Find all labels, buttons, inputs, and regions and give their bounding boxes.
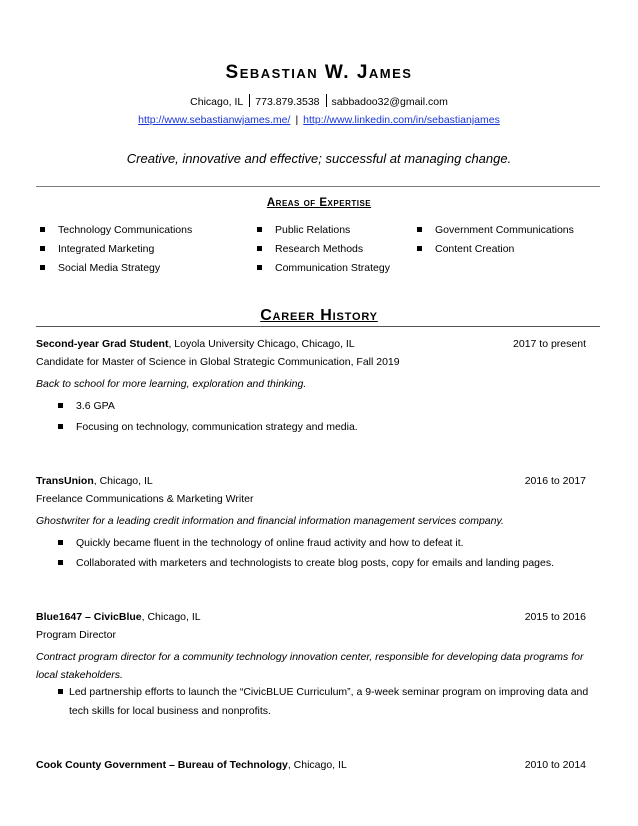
expertise-item: Research Methods bbox=[257, 240, 390, 259]
job-location: , Chicago, IL bbox=[287, 759, 347, 771]
job-bullet: Led partnership efforts to launch the “CivicBLUE Curriculum”, a 9-week seminar program on improving data and bbox=[58, 686, 588, 698]
expertise-item: Government Communications bbox=[417, 221, 574, 240]
job-description: Contract program director for a community technology innovation center, responsible for developing data programs for bbox=[36, 651, 584, 663]
link-separator: | bbox=[295, 114, 299, 126]
job-role: Freelance Communications & Marketing Writer bbox=[36, 493, 254, 505]
job-dates: 2016 to 2017 bbox=[524, 475, 586, 487]
career-divider bbox=[36, 326, 600, 327]
job-dates: 2017 to present bbox=[513, 338, 586, 350]
contact-city: Chicago, IL bbox=[190, 96, 244, 108]
job-description: Back to school for more learning, exploration and thinking. bbox=[36, 378, 307, 390]
links-line bbox=[0, 114, 638, 126]
bullet-square-icon bbox=[58, 540, 63, 545]
job-org-line bbox=[36, 611, 201, 623]
expertise-item: Integrated Marketing bbox=[40, 240, 192, 259]
bullet-square-icon bbox=[257, 265, 262, 270]
job-location: , Loyola University Chicago, Chicago, IL bbox=[168, 338, 355, 350]
header-divider bbox=[36, 186, 600, 187]
job-bullet: Collaborated with marketers and technologists to create blog posts, copy for emails and landing pages. bbox=[58, 557, 554, 569]
bullet-square-icon bbox=[40, 246, 45, 251]
divider bbox=[326, 94, 327, 107]
job-description: local stakeholders. bbox=[36, 669, 123, 681]
job-bullet: Quickly became fluent in the technology of online fraud activity and how to defeat it. bbox=[58, 537, 464, 549]
job-org: Cook County Government – Bureau of Technology bbox=[36, 759, 288, 771]
job-bullet-continuation: tech skills for local business and nonprofits. bbox=[69, 705, 271, 717]
contact-phone: 773.879.3538 bbox=[255, 96, 320, 108]
bullet-square-icon bbox=[417, 227, 422, 232]
job-org-line bbox=[36, 759, 347, 771]
bullet-square-icon bbox=[40, 227, 45, 232]
job-org: Blue1647 – CivicBlue bbox=[36, 611, 142, 623]
bullet-square-icon bbox=[58, 424, 63, 429]
bullet-square-icon bbox=[257, 246, 262, 251]
expertise-column-3 bbox=[417, 221, 574, 259]
job-org-line bbox=[36, 338, 355, 350]
bullet-square-icon bbox=[40, 265, 45, 270]
bullet-square-icon bbox=[417, 246, 422, 251]
contact-email: sabbadoo32@gmail.com bbox=[331, 96, 448, 108]
expertise-item: Content Creation bbox=[417, 240, 574, 259]
expertise-column-2 bbox=[257, 221, 390, 278]
linkedin-link[interactable]: http://www.linkedin.com/in/sebastianjames bbox=[303, 114, 500, 126]
job-role: Program Director bbox=[36, 629, 116, 641]
contact-line bbox=[0, 94, 638, 108]
expertise-heading: Areas of Expertise bbox=[266, 197, 372, 209]
bullet-square-icon bbox=[58, 560, 63, 565]
job-bullet: 3.6 GPA bbox=[58, 400, 115, 412]
bullet-square-icon bbox=[58, 403, 63, 408]
divider bbox=[249, 94, 250, 107]
job-description: Ghostwriter for a leading credit information and financial information management services company. bbox=[36, 515, 504, 527]
job-org: TransUnion bbox=[36, 475, 94, 487]
expertise-item: Communication Strategy bbox=[257, 259, 390, 278]
website-link[interactable]: http://www.sebastianwjames.me/ bbox=[138, 114, 291, 126]
job-location: , Chicago, IL bbox=[141, 611, 201, 623]
expertise-column-1 bbox=[40, 221, 192, 278]
tagline: Creative, innovative and effective; successful at managing change. bbox=[126, 151, 512, 166]
expertise-item: Public Relations bbox=[257, 221, 390, 240]
job-org-line bbox=[36, 475, 153, 487]
career-heading: Career History bbox=[260, 307, 378, 324]
candidate-name: Sebastian W. James bbox=[225, 62, 413, 83]
job-dates: 2015 to 2016 bbox=[524, 611, 586, 623]
job-dates: 2010 to 2014 bbox=[524, 759, 586, 771]
expertise-item: Social Media Strategy bbox=[40, 259, 192, 278]
job-org: Second-year Grad Student bbox=[36, 338, 169, 350]
job-role: Candidate for Master of Science in Global Strategic Communication, Fall 2019 bbox=[36, 356, 400, 368]
bullet-square-icon bbox=[58, 689, 63, 694]
job-bullet: Focusing on technology, communication strategy and media. bbox=[58, 421, 358, 433]
bullet-square-icon bbox=[257, 227, 262, 232]
expertise-item: Technology Communications bbox=[40, 221, 192, 240]
job-location: , Chicago, IL bbox=[93, 475, 153, 487]
